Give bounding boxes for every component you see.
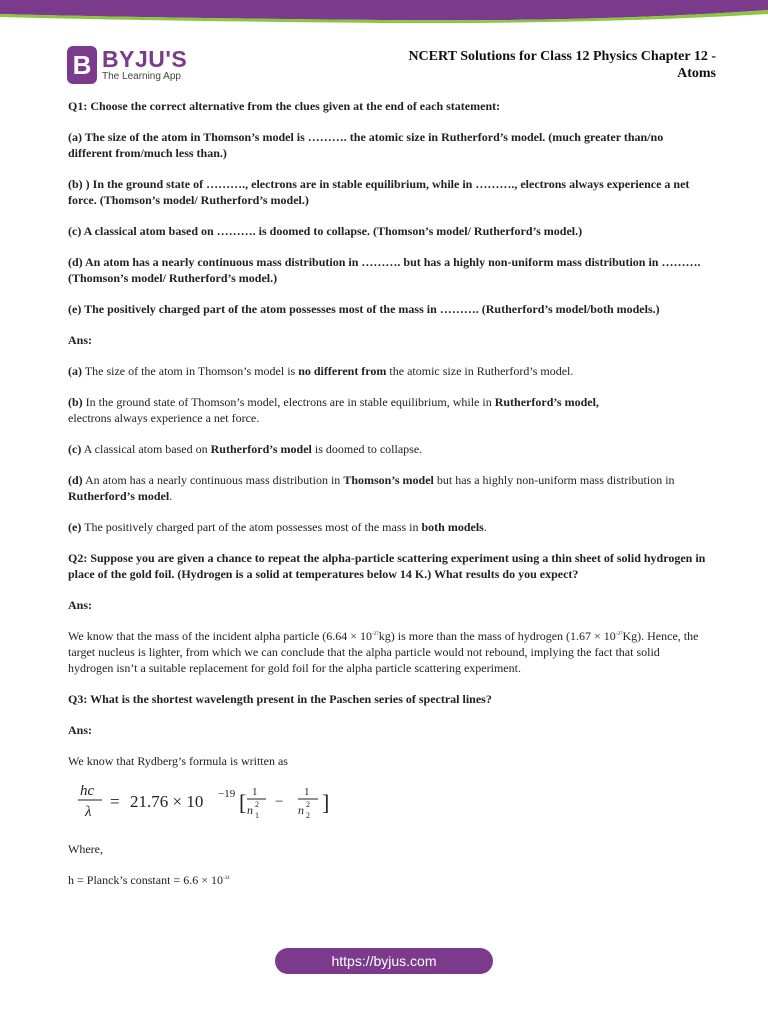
formula-bracket-left: [ bbox=[239, 790, 247, 815]
formula-equals: = bbox=[110, 792, 120, 811]
footer-url-link[interactable] bbox=[275, 948, 493, 974]
q1-answer-a: (a) The size of the atom in Thomson’s model is no different from the atomic size in Rutherford’s model. bbox=[68, 364, 574, 378]
q3-answer-label: Ans: bbox=[68, 723, 93, 737]
logo-tagline: The Learning App bbox=[102, 71, 181, 82]
formula-minus: − bbox=[275, 794, 284, 810]
formula-n1-square: 2 bbox=[255, 800, 259, 809]
q1-option-a: (a) The size of the atom in Thomson’s model is ………. the atomic size in Rutherford’s model. (much greater than/no different from/much less than.) bbox=[68, 130, 664, 160]
q1-answer-c: (c) A classical atom based on Rutherford’s model is doomed to collapse. bbox=[68, 442, 423, 456]
document-body bbox=[68, 98, 708, 888]
title-line-2: Atoms bbox=[677, 66, 716, 81]
logo-badge: B bbox=[67, 46, 97, 84]
formula-n1-subscript: 1 bbox=[255, 811, 259, 820]
q2-question: Q2: Suppose you are given a chance to repeat the alpha-particle scattering experiment using a thin sheet of solid hydrogen in place of the gold foil. (Hydrogen is a solid at temperatures below 14 K.) What results do you expect? bbox=[68, 551, 706, 581]
q2-answer: We know that the mass of the incident alpha particle $(6.64 \times 10^{-27}kg)$ is more than the mass of hydrogen $(1.67 \times 10^{-27}Kg)$. Hence, the target nucleus is lighter, from which we can conclude that the alpha particle would not rebound, implying the fact that solid hydrogen isn’t a suitable replacement for gold foil for the alpha particle scattering experiment. bbox=[68, 629, 699, 675]
formula-coefficient: 21.76 × 10 bbox=[130, 792, 204, 811]
q1-answer-b: (b) In the ground state of Thomson’s model, electrons are in stable equilibrium, while in Rutherford’s model, electrons always experience a net force. bbox=[68, 395, 599, 425]
formula-n1: n bbox=[247, 803, 253, 817]
q2-answer-label: Ans: bbox=[68, 598, 93, 612]
formula-lhs-denominator: λ bbox=[85, 804, 92, 820]
footer-url-text: https://byjus.com bbox=[331, 953, 437, 969]
top-decorative-band bbox=[0, 0, 768, 24]
formula-lhs-numerator: hc bbox=[80, 783, 95, 799]
byjus-logo bbox=[67, 44, 187, 86]
formula-one-1: 1 bbox=[252, 786, 258, 798]
q1-option-d: (d) An atom has a nearly continuous mass distribution in ………. but has a highly non-uniform mass distribution in ………. (Thomson’s model/ Rutherford’s model.) bbox=[68, 255, 701, 285]
formula-one-2: 1 bbox=[304, 786, 310, 798]
formula-n2: n bbox=[298, 803, 304, 817]
title-line-1: NCERT Solutions for Class 12 Physics Chapter 12 - bbox=[408, 49, 716, 64]
q1-answer-label: Ans: bbox=[68, 333, 93, 347]
formula-exponent: −19 bbox=[218, 788, 236, 800]
logo-brand-name: BYJU'S bbox=[102, 46, 188, 72]
rydberg-formula bbox=[76, 779, 346, 825]
q1-answer-d: (d) An atom has a nearly continuous mass distribution in Thomson’s model but has a highly non-uniform mass distribution in Rutherford’s model. bbox=[68, 473, 675, 503]
q1-option-e: (e) The positively charged part of the atom possesses most of the mass in ………. (Rutherford’s model/both models.) bbox=[68, 302, 660, 316]
q1-answer-e: (e) The positively charged part of the atom possesses most of the mass in both models. bbox=[68, 520, 487, 534]
formula-n2-square: 2 bbox=[306, 800, 310, 809]
q3-intro: We know that Rydberg’s formula is written as bbox=[68, 754, 288, 768]
q3-planck-constant: h = Planck’s constant = $6.6 \times 10^{-34}$ bbox=[68, 873, 230, 887]
formula-bracket-right: ] bbox=[322, 790, 330, 815]
q3-question: Q3: What is the shortest wavelength present in the Paschen series of spectral lines? bbox=[68, 692, 492, 706]
q3-where: Where, bbox=[68, 842, 103, 856]
formula-n2-subscript: 2 bbox=[306, 811, 310, 820]
q1-question: Q1: Choose the correct alternative from the clues given at the end of each statement: bbox=[68, 99, 501, 113]
q1-option-c: (c) A classical atom based on ………. is doomed to collapse. (Thomson’s model/ Rutherford’s model.) bbox=[68, 224, 583, 238]
q1-option-b: (b) ) In the ground state of ………., electrons are in stable equilibrium, while in ………., electrons always experience a net force. (Thomson’s model/ Rutherford’s model.) bbox=[68, 177, 690, 207]
document-title bbox=[356, 48, 716, 82]
